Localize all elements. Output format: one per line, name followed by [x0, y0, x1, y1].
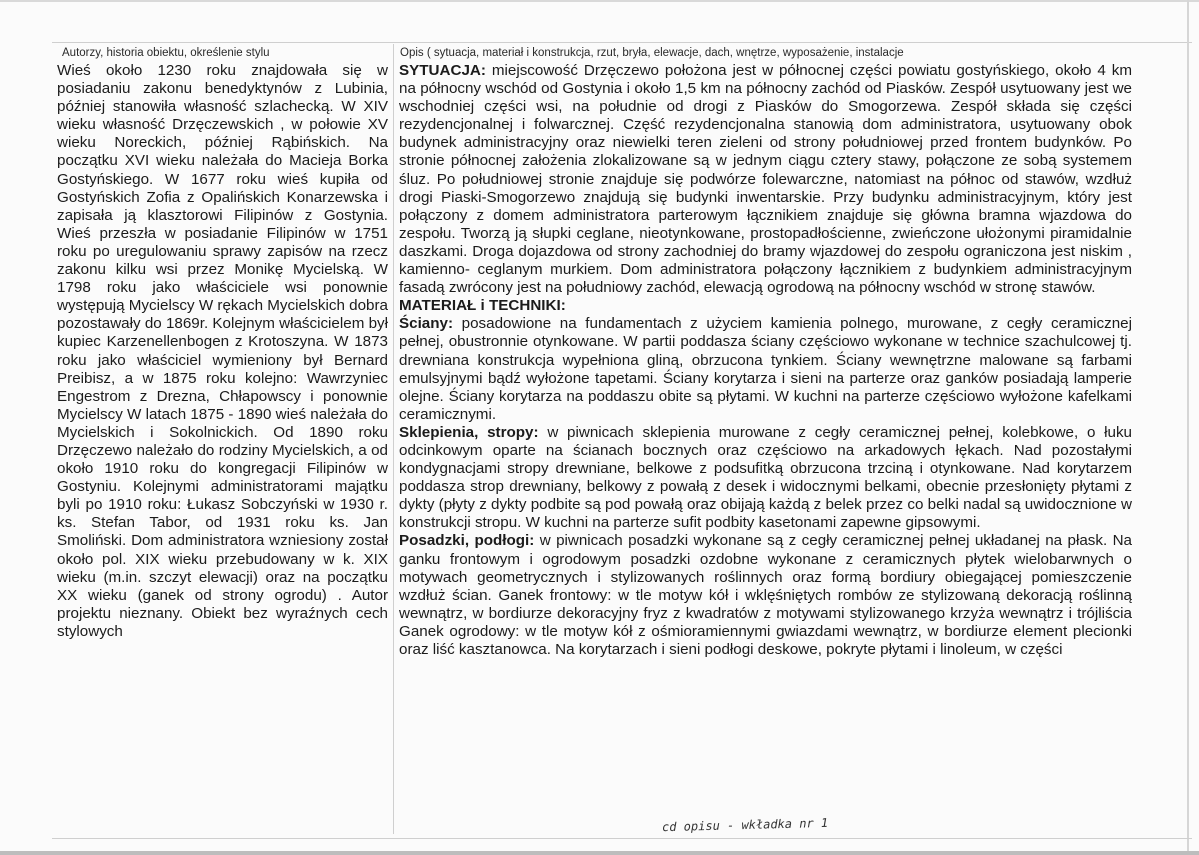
sklepienia-heading: Sklepienia, stropy:: [399, 423, 539, 441]
sytuacja-text: miejscowość Drzęczewo położona jest w północnej części powiatu gostyńskiego, około 4 km na północny wschód od Gostynia i około 1,5 km na północny zachód od Piasków. Zespół usytuowany jest we wschodniej części wsi, na południe od drogi z Piasków do Smogorzewa. Zespół składa się części rezydencjonalnej i folwarcznej. Część rezydencjonalna stanowią dom administratora, usytuowany obok budynek administracyjny oraz niewielki teren zieleni od strony południowej przed frontem budynków. Po stronie północnej założenia zlokalizowane są w jednym ciągu cztery stawy, połączone ze sobą systemem śluz. Po południowej stronie znajduje się podwórze folewarczne, natomiast na północ od stawów, wzdłuż drogi Piaski-Smogorzewo znajdują się budynki inwentarskie. Przy budynku administracyjnym, który jest połączony z domem administratora parterowym łącznikiem znajduje się główna bramna wjazdowa do zespołu. Tworzą ją słupki ceglane, nieotynkowane, prostopadłościenne, zwieńczone ułożonymi piramidalnie daszkami. Droga dojazdowa od strony zachodniej do bramy wjazdowej do zespołu ograniczona jest niskim , kamienno- ceglanym murkiem. Dom administratora połączony łącznikiem z budynkiem administracyjnym fasadą zwrócony jest na południowy zachód, elewacją ogrodową na północny wschód w stronę stawów.: [399, 62, 1132, 297]
left-column-header: Autorzy, historia obiektu, określenie stylu: [62, 47, 270, 59]
description-column: [399, 62, 1132, 659]
table-rule-bottom: [52, 838, 1192, 839]
posadzki-heading: Posadzki, podłogi:: [399, 532, 535, 550]
section-sciany: [399, 315, 1132, 424]
right-column-header: Opis ( sytuacja, materiał i konstrukcja, rzut, bryła, elewacje, dach, wnętrze, wyposażenie, instalacje: [400, 47, 904, 59]
history-text: Wieś około 1230 roku znajdowała się w posiadaniu zakonu benedyktynów z Lubinia, później stanowiła własność szlachecką. W XIV wieku własność Drzęczewskich , w połowie XV wieku Noreckich, później Rąbińskich. Na początku XVI wieku należała do Macieja Borka Gostyńskiego. W 1677 roku wieś kupiła od Gostyńskich Zofia z Opalińskich Konarzewska i zapisała ją klasztorowi Filipinów z Gostynia. Wieś przeszła w posiadanie Filipinów w 1751 roku po uregulowaniu sprawy zapisów na rzecz zakonu kilku wsi przez Monikę Mycielską. W 1798 roku jako właściciele wsi ponownie występują Mycielscy W rękach Mycielskich dobra pozostawały do 1869r. Kolejnym właścicielem był kupiec Karzenellenbogen z Krotoszyna. W 1873 roku jako właściciel wymieniony był Bernard Preibisz, a w 1875 roku kolejno: Wawrzyniec Engestrom z Drezna, Chłapowscy i ponownie Mycielscy W latach 1875 - 1890 wieś należała do Mycielskich i Sokolnickich. Od 1890 roku Drzęczewo należało do rodziny Mycielskich, a od około 1910 roku do kongregacji Filipinów w Gostyniu. Kolejnymi administratorami majątku byli po 1910 roku: Łukasz Sobczyński w 1930 r. ks. Stefan Tabor, od 1931 roku ks. Jan Smoliński. Dom administratora wzniesiony został około pol. XIX wieku przebudowany w k. XIX wieku (m.in. szczyt elewacji) oraz na początku XX wieku (ganek od strony ogrodu) . Autor projektu nieznany. Obiekt bez wyraźnych cech stylowych: [57, 62, 388, 640]
sciany-text: posadowione na fundamentach z użyciem kamienia polnego, murowane, z cegły ceramicznej pełnej, obustronnie otynkowane. W partii poddasza ściany częściowo wykonane w technice szachulcowej tj. drewniana konstrukcja wypełniona gliną, obrzucona tynkiem. Ściany wewnętrzne malowane są farbami emulsyjnymi bądź wyłożone tapetami. Ściany korytarza i sieni na parterze oraz ganków posiadają lamperie olejne. Ściany korytarza na poddaszu obite są płytami. W kuchni na parterze częściowo wyłożone kafelkami ceramicznymi.: [399, 315, 1132, 423]
sytuacja-heading: SYTUACJA:: [399, 62, 486, 79]
posadzki-text: w piwnicach posadzki wykonane są z cegły ceramicznej pełnej układanej na płask. Na ganku frontowym i ogrodowym posadzki ozdobne wykonane z ceramicznych płytek wielobarwnych o motywach geometrycznych i stylizowanych roślinnych oraz formą bordiury obiegającej pomieszczenie wzdłuż ścian. Ganek frontowy: w tle motyw kół i wklęśniętych rombów ze stylizowaną dekoracją roślinną wewnątrz, w bordiurze dekoracyjny fryz z kwadratów z motywami stylizowanego krzyża wewnątrz i trójliścia Ganek ogrodowy: w tle motyw kół z ośmioramiennymi gwiazdami wewnątrz, w bordiurze element plecionki oraz liść kasztanowca. Na korytarzach i sieni podłogi deskowe, pokryte płytami i linoleum, w części: [399, 532, 1132, 658]
section-sytuacja: [399, 62, 1132, 297]
section-sklepienia: [399, 424, 1132, 533]
history-column: [57, 62, 388, 641]
scan-edge-top: [0, 0, 1199, 2]
sklepienia-text: w piwnicach sklepienia murowane z cegły ceramicznej pełnej, kolebkowe, o łuku odcinkowym oparte na ścianach bocznych oraz częściowo na arkadowych łękach. Nad pozostałymi kondygnacjami stropy drewniane, belkowe z podsufitką obrzucona trzciną i otynkowane. Nad korytarzem poddasza strop drewniany, belkowy z powałą z desek i widocznymi belkami, obecnie przesłonięty płytami z dykty (płyty z dykty podbite są pod powałą oraz obijają każdą z belek przez co belki nadal są uwidocznione w konstrukcji stropu. W kuchni na parterze sufit podbity kasetonami zapewne gipsowymi.: [399, 423, 1132, 532]
table-rule-top: [52, 42, 1192, 43]
section-posadzki: [399, 532, 1132, 659]
material-heading: MATERIAŁ i TECHNIKI:: [399, 297, 566, 315]
scan-edge-bottom: [0, 851, 1199, 855]
handwritten-note: cd opisu - wkładka nr 1: [661, 815, 829, 835]
column-divider: [393, 44, 394, 834]
scan-edge-right: [1187, 0, 1189, 855]
sciany-heading: Ściany:: [399, 315, 454, 333]
